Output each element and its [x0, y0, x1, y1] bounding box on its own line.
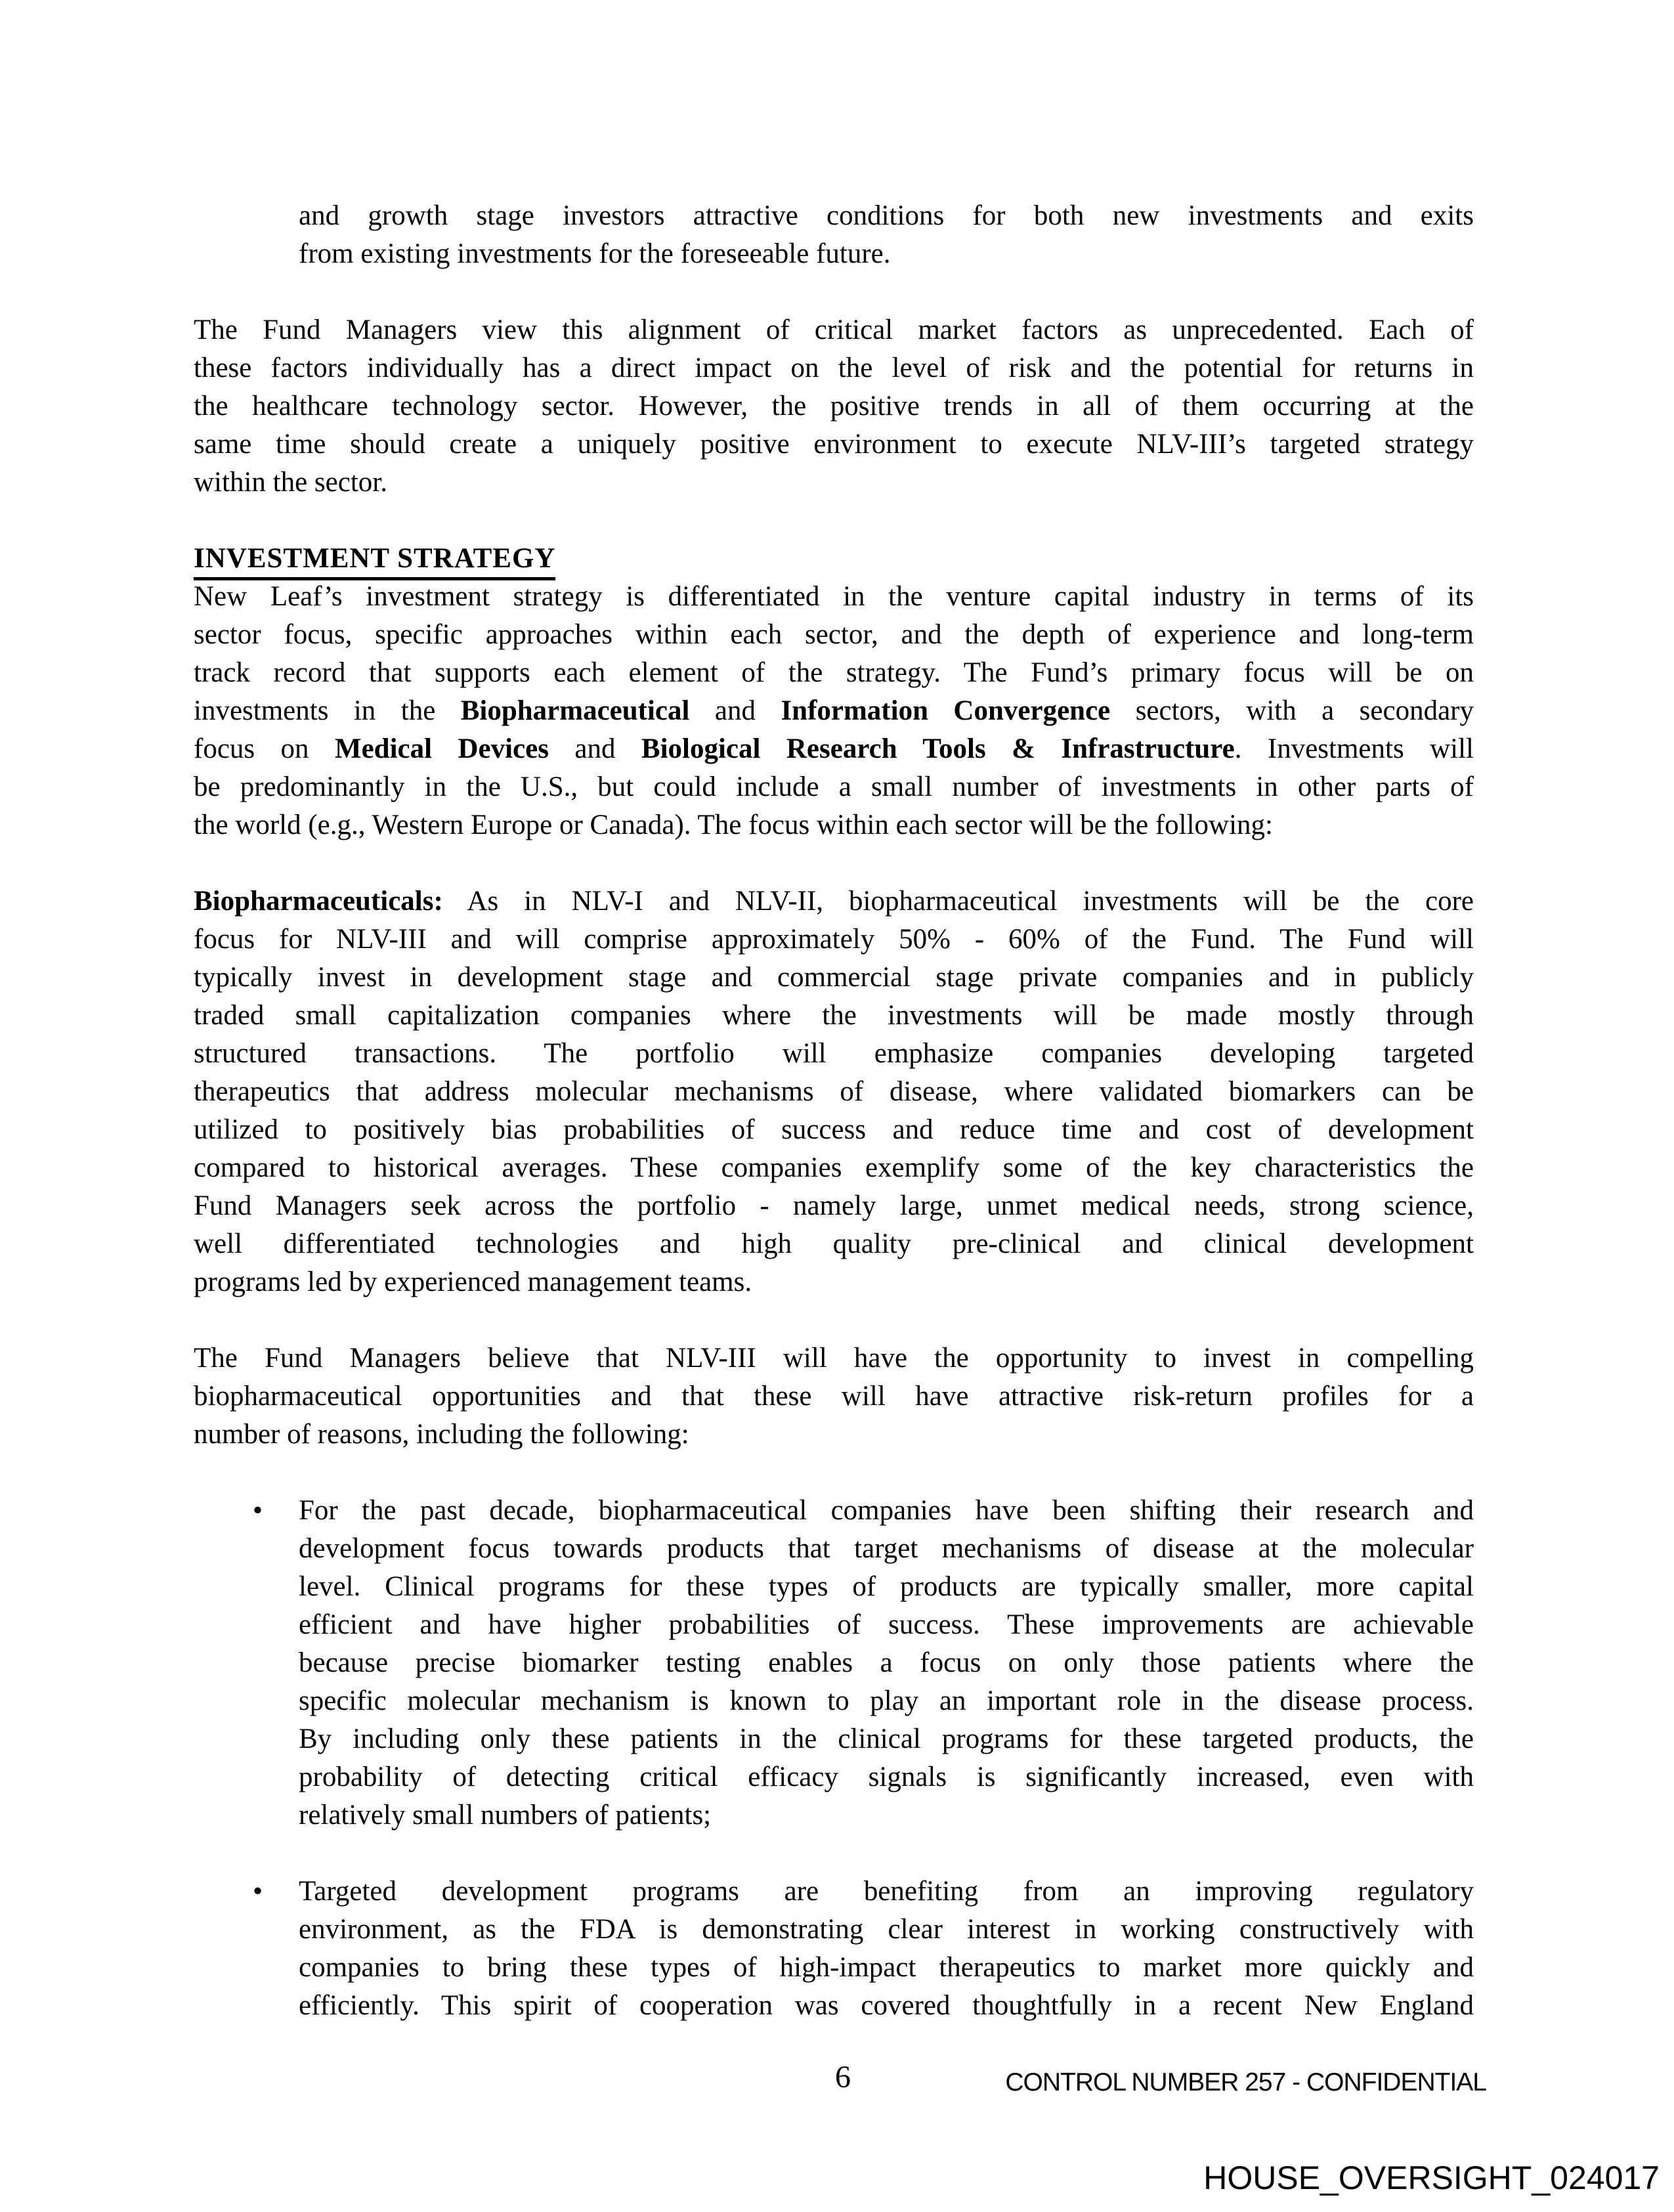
text-segment: sectors, with a secondary [1110, 695, 1474, 726]
text-segment: As in NLV-I and NLV-II, biopharmaceutical investments will be the core [442, 886, 1474, 917]
text-line: New Leaf’s investment strategy is differentiated in the venture capital industry in terms of its [194, 581, 1474, 612]
text-line: focus for NLV-III and will comprise approximately 50% - 60% of the Fund. The Fund will [194, 924, 1474, 955]
text-line: well differentiated technologies and high quality pre-clinical and clinical development [194, 1228, 1474, 1259]
bullet-item-research-shift [253, 1492, 1474, 1834]
bullet-marker: • [253, 1876, 263, 1907]
text-segment: focus on [194, 733, 335, 764]
bates-stamp: HOUSE_OVERSIGHT_024017 [1203, 2159, 1660, 2196]
text-line: be predominantly in the U.S., but could include a small number of investments in other parts of [194, 771, 1474, 802]
text-segment: . Investments will [1234, 733, 1474, 764]
section-heading-investment-strategy [194, 540, 1474, 578]
text-line: level. Clinical programs for these types of products are typically smaller, more capital [299, 1571, 1474, 1602]
text-line: For the past decade, biopharmaceutical companies have been shifting their research and [299, 1495, 1474, 1526]
text-line: typically invest in development stage and commercial stage private companies and in publicly [194, 962, 1474, 993]
text-line: Fund Managers seek across the portfolio - namely large, unmet medical needs, strong science, [194, 1190, 1474, 1221]
text-line: therapeutics that address molecular mechanisms of disease, where validated biomarkers can be [194, 1076, 1474, 1107]
text-line: environment, as the FDA is demonstrating clear interest in working constructively with [299, 1914, 1474, 1945]
text-line: structured transactions. The portfolio will emphasize companies developing targeted [194, 1038, 1474, 1069]
text-segment-bold: Biopharmaceuticals: [194, 886, 443, 917]
control-number-confidential-label: CONTROL NUMBER 257 - CONFIDENTIAL [1005, 2068, 1486, 2096]
text-line: sector focus, specific approaches within each sector, and the depth of experience and long-term [194, 619, 1474, 650]
text-segment: and [689, 695, 781, 726]
text-line: the world (e.g., Western Europe or Canada). The focus within each sector will be the following: [194, 810, 1273, 840]
text-line: track record that supports each element of the strategy. The Fund’s primary focus will be on [194, 657, 1474, 688]
text-line: efficiently. This spirit of cooperation was covered thoughtfully in a recent New England [299, 1990, 1474, 2021]
text-segment-bold: Medical Devices [334, 733, 549, 764]
text-line: because precise biomarker testing enables a focus on only those patients where the [299, 1647, 1474, 1678]
text-line: companies to bring these types of high-impact therapeutics to market more quickly and [299, 1952, 1474, 1983]
text-line: these factors individually has a direct impact on the level of risk and the potential for returns in [194, 353, 1474, 383]
text-line: from existing investments for the foreseeable future. [299, 238, 891, 269]
text-segment-bold: Biological Research Tools & Infrastructure [641, 733, 1235, 764]
text-segment: and [548, 733, 641, 764]
text-line: and growth stage investors attractive conditions for both new investments and exits [299, 200, 1474, 231]
text-line [194, 730, 1474, 768]
text-line: within the sector. [194, 467, 387, 498]
paragraph-strategy [194, 578, 1474, 844]
bullet-marker: • [253, 1495, 263, 1526]
text-line: specific molecular mechanism is known to play an important role in the disease process. [299, 1685, 1474, 1716]
text-segment: investments in the [194, 695, 461, 726]
heading-text: INVESTMENT STRATEGY [194, 543, 555, 580]
text-line: The Fund Managers view this alignment of critical market factors as unprecedented. Each of [194, 314, 1474, 345]
text-line: same time should create a uniquely positive environment to execute NLV-III’s targeted strategy [194, 429, 1474, 460]
text-line: By including only these patients in the clinical programs for these targeted products, the [299, 1724, 1474, 1754]
text-line: probability of detecting critical efficacy signals is significantly increased, even with [299, 1762, 1474, 1792]
text-line: biopharmaceutical opportunities and that these will have attractive risk-return profiles for a [194, 1381, 1474, 1412]
text-segment-bold: Information Convergence [781, 695, 1111, 726]
paragraph-biopharmaceuticals [194, 882, 1474, 1301]
text-line: development focus towards products that target mechanisms of disease at the molecular [299, 1533, 1474, 1564]
text-line [194, 692, 1474, 730]
text-line: the healthcare technology sector. However, the positive trends in all of them occurring at the [194, 391, 1474, 422]
text-line: traded small capitalization companies where the investments will be made mostly through [194, 1000, 1474, 1031]
text-segment-bold: Biopharmaceutical [460, 695, 690, 726]
text-line: programs led by experienced management teams. [194, 1267, 752, 1297]
text-line: compared to historical averages. These companies exemplify some of the key characteristics the [194, 1152, 1474, 1183]
paragraph-market-factors [194, 311, 1474, 502]
bullet-item-regulatory [253, 1873, 1474, 2025]
text-line [194, 882, 1474, 921]
text-line: efficient and have higher probabilities of success. These improvements are achievable [299, 1609, 1474, 1640]
text-line: utilized to positively bias probabilities of success and reduce time and cost of development [194, 1114, 1474, 1145]
text-line: number of reasons, including the following: [194, 1419, 689, 1450]
text-line: relatively small numbers of patients; [299, 1800, 712, 1831]
document-body [194, 197, 1474, 2063]
text-line: The Fund Managers believe that NLV-III will have the opportunity to invest in compelling [194, 1343, 1474, 1374]
page-number: 6 [835, 2060, 851, 2094]
paragraph-fund-managers-believe [194, 1339, 1474, 1454]
paragraph-continuation [299, 197, 1474, 273]
text-line: Targeted development programs are benefiting from an improving regulatory [299, 1876, 1474, 1907]
